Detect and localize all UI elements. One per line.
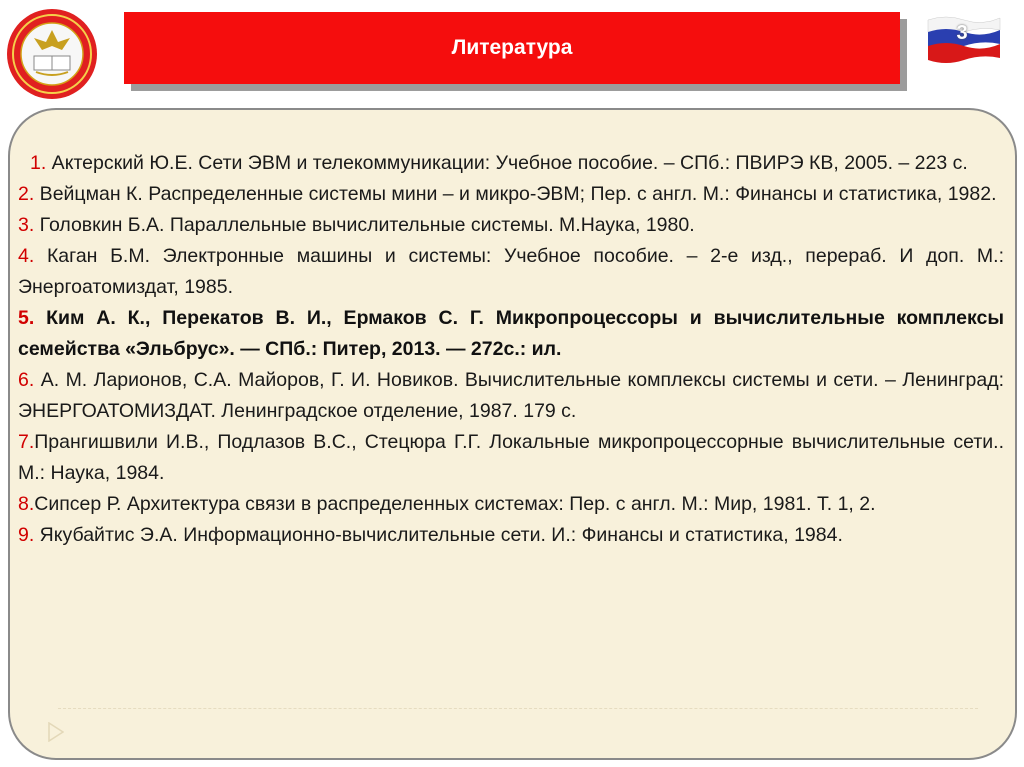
list-item-text: Вейцман К. Распределенные системы мини – и микро-ЭВМ; Пер. с англ. М.: Финансы и статистика, 1982. <box>34 183 997 205</box>
list-item <box>18 179 1004 210</box>
list-item <box>18 148 1004 179</box>
reference-list <box>18 148 1004 551</box>
list-item-highlighted <box>18 303 1004 365</box>
list-item-text: А. М. Ларионов, С.А. Майоров, Г. И. Новиков. Вычислительные комплексы системы и сети. – Ленинград: ЭНЕРГОАТОМИЗДАТ. Ленинградское отделение, 1987. 179 с. <box>18 369 1004 422</box>
list-item <box>18 520 1004 551</box>
divider <box>58 708 978 710</box>
list-item-text: Головкин Б.А. Параллельные вычислительные системы. М.Наука, 1980. <box>34 214 695 236</box>
list-item-text: Актерский Ю.Е. Сети ЭВМ и телекоммуникации: Учебное пособие. – СПб.: ПВИРЭ КВ, 2005. – 223 с. <box>46 152 968 174</box>
list-item-number: 7. <box>18 431 35 453</box>
emblem-logo-icon <box>6 8 98 100</box>
list-item-number: 4. <box>18 245 35 267</box>
list-item <box>18 489 1004 520</box>
list-item-number: 8. <box>18 493 35 515</box>
list-item-text: Ким А. К., Перекатов В. И., Ермаков С. Г. Микропроцессоры и вычислительные комплексы семейства «Эльбрус». — СПб.: Питер, 2013. — 272с.: ил. <box>18 307 1004 360</box>
list-item <box>18 365 1004 427</box>
title-bar <box>124 12 900 84</box>
list-item <box>18 210 1004 241</box>
list-item-number: 5. <box>18 307 35 329</box>
list-item-number: 3. <box>18 214 35 236</box>
list-item-text: Каган Б.М. Электронные машины и системы: Учебное пособие. – 2-е изд., перераб. И доп. М.: Энергоатомиздат, 1985. <box>18 245 1004 298</box>
list-item <box>18 427 1004 489</box>
list-item-text: Сипсер Р. Архитектура связи в распределенных системах: Пер. с англ. М.: Мир, 1981. Т. 1, 2. <box>34 493 876 515</box>
list-item-text: Якубайтис Э.А. Информационно-вычислительные сети. И.: Финансы и статистика, 1984. <box>34 524 843 546</box>
slide-number: 3 <box>956 22 968 44</box>
list-item-number: 9. <box>18 524 35 546</box>
list-item-number: 2. <box>18 183 35 205</box>
list-item-number: 1. <box>30 152 47 174</box>
page-title: Литература <box>451 36 573 59</box>
list-item <box>18 241 1004 303</box>
list-item-text: Прангишвили И.В., Подлазов В.С., Стецюра Г.Г. Локальные микропроцессорные вычислительные сети.. М.: Наука, 1984. <box>18 431 1004 484</box>
list-item-number: 6. <box>18 369 35 391</box>
play-arrow-icon <box>48 722 64 742</box>
